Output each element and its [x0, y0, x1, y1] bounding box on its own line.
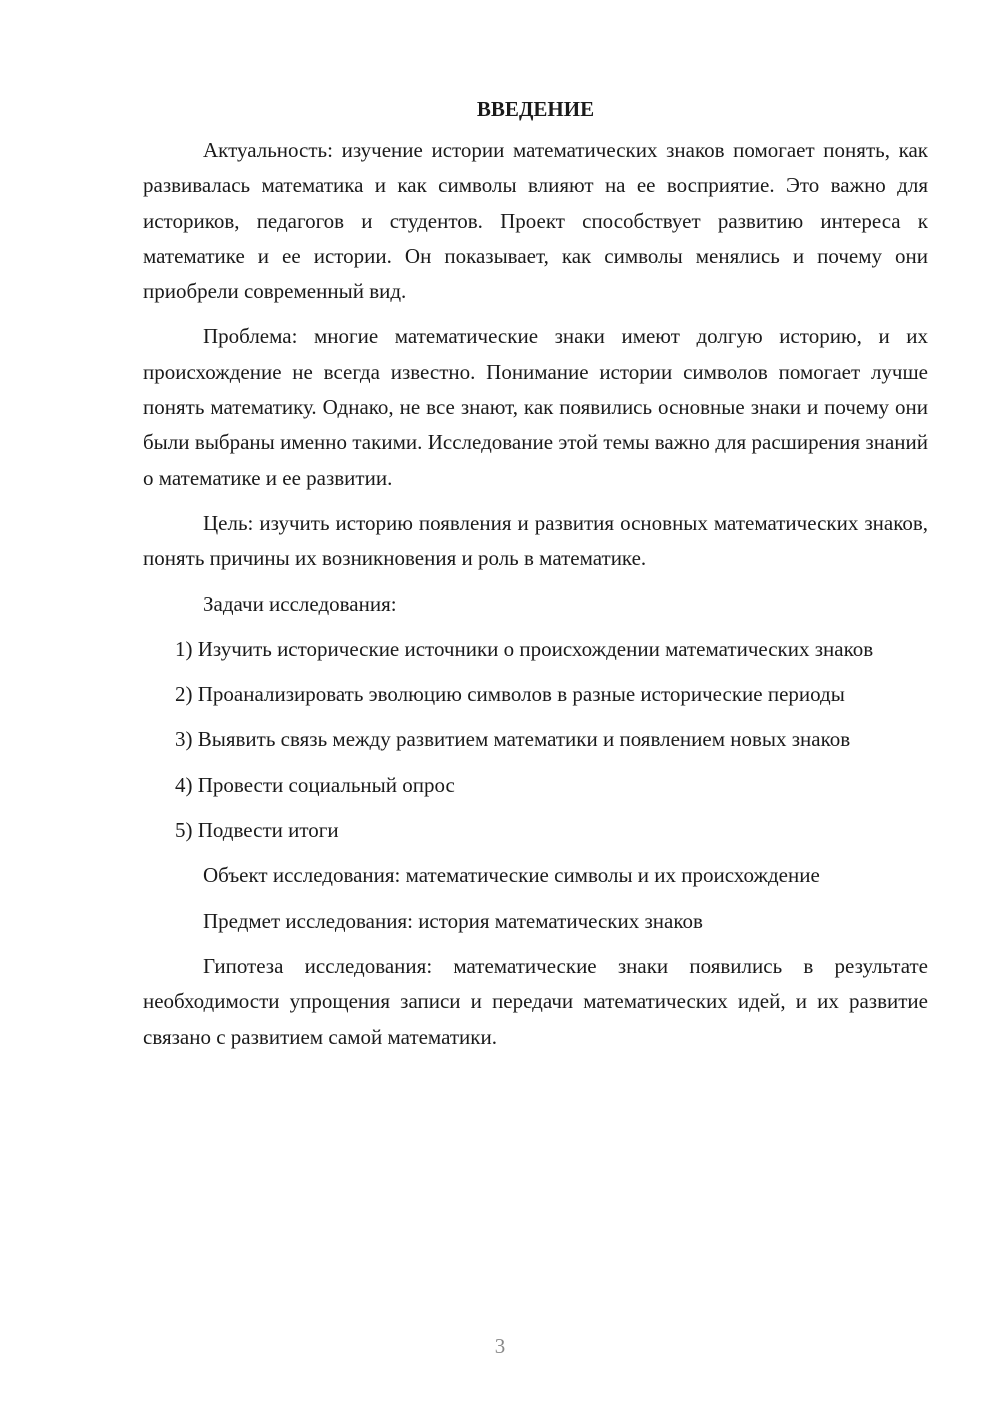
document-page	[143, 92, 928, 1065]
hypothesis-paragraph: Гипотеза исследования: математические знаки появились в результате необходимости упрощения записи и передачи математических идей, и их развитие связано с развитием самой математики.	[143, 953, 928, 1049]
task-item: 5) Подвести итоги	[175, 818, 339, 843]
task-item: 2) Проанализировать эволюцию символов в разные исторические периоды	[175, 682, 845, 707]
object-paragraph: Объект исследования: математические символы и их происхождение	[203, 863, 820, 888]
task-item: 4) Провести социальный опрос	[175, 772, 455, 797]
task-item: 3) Выявить связь между развитием математики и появлением новых знаков	[175, 727, 851, 752]
problem-paragraph: Проблема: многие математические знаки имеют долгую историю, и их происхождение не всегда известно. Понимание истории символов помогает лучше понять математику. Однако, не все знают, как появились основные знаки и почему они были выбраны именно такими. Исследование этой темы важно для расширения знаний о математике и ее развитии.	[143, 324, 928, 490]
relevance-paragraph: Актуальность: изучение истории математических знаков помогает понять, как развивалась математика и как символы влияют на ее восприятие. Это важно для историков, педагогов и студентов. Проект способствует развитию интереса к математике и ее истории. Он показывает, как символы менялись и почему они приобрели современный вид.	[143, 138, 928, 304]
tasks-heading: Задачи исследования:	[203, 591, 397, 616]
subject-paragraph: Предмет исследования: история математических знаков	[203, 908, 703, 933]
section-title: ВВЕДЕНИЕ	[476, 97, 595, 121]
goal-paragraph: Цель: изучить историю появления и развития основных математических знаков, понять причины их возникновения и роль в математике.	[143, 510, 928, 571]
page-number: 3	[494, 1334, 506, 1358]
task-item: 1) Изучить исторические источники о происхождении математических знаков	[175, 636, 874, 661]
